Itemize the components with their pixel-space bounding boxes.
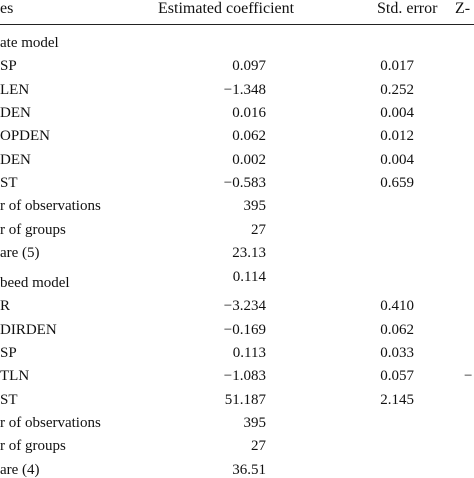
- coefficient-value: 36.51: [232, 461, 266, 478]
- stderr-value: 0.004: [380, 105, 414, 122]
- stderr-column-header: Std. error: [377, 0, 438, 17]
- table-header: [0, 0, 474, 26]
- row-label: SP: [0, 345, 17, 362]
- row-label: ST: [0, 175, 18, 192]
- row-label: OPDEN: [0, 128, 51, 145]
- stderr-value: 0.410: [380, 298, 414, 315]
- stderr-value: 2.145: [380, 391, 414, 408]
- stderr-value: 0.252: [380, 81, 414, 98]
- coefficient-value: 0.062: [232, 128, 266, 145]
- coefficient-value: 0.097: [232, 58, 266, 75]
- z-value: −: [464, 368, 473, 385]
- row-label: DEN: [0, 105, 31, 122]
- coefficient-value: 0.002: [232, 151, 266, 168]
- row-label: R: [0, 298, 11, 315]
- coefficient-value: −3.234: [223, 298, 266, 315]
- coefficient-value: 395: [243, 198, 266, 215]
- z-column-header: Z-: [455, 0, 471, 17]
- coefficient-value: −0.583: [223, 175, 266, 192]
- coefficient-column-header: Estimated coefficient: [158, 0, 295, 17]
- stderr-value: 0.033: [380, 345, 414, 362]
- stderr-value: 0.012: [380, 128, 414, 145]
- stderr-value: 0.004: [380, 151, 414, 168]
- row-label: TLN: [0, 368, 30, 385]
- row-label: r of groups: [0, 221, 66, 238]
- coefficient-value: 27: [251, 221, 266, 238]
- coefficient-value: 51.187: [224, 391, 266, 408]
- row-label: ST: [0, 391, 18, 408]
- coefficient-value: −1.348: [223, 81, 266, 98]
- row-label: r of groups: [0, 438, 66, 455]
- row-label: DEN: [0, 151, 31, 168]
- row-label: SP: [0, 58, 17, 75]
- coefficient-value: 0.113: [232, 345, 266, 362]
- row-label: DIRDEN: [0, 321, 57, 338]
- header-rule: [0, 24, 474, 25]
- coefficient-value: 395: [243, 415, 266, 432]
- stderr-value: 0.062: [380, 321, 414, 338]
- stderr-value: 0.659: [380, 175, 414, 192]
- stderr-value: 0.057: [380, 368, 414, 385]
- section-title: beed model: [0, 275, 70, 291]
- row-label: are (5): [0, 245, 40, 262]
- row-label: r of observations: [0, 198, 101, 215]
- section-title: ate model: [0, 35, 59, 51]
- coefficient-value: 0.016: [232, 105, 266, 122]
- coefficient-value: 23.13: [232, 245, 266, 262]
- stderr-value: 0.017: [380, 58, 414, 75]
- coefficient-value: 0.114: [232, 268, 266, 285]
- coefficient-value: −1.083: [223, 368, 266, 385]
- row-label: r of observations: [0, 415, 101, 432]
- variable-column-header: es: [0, 0, 14, 17]
- coefficient-value: −0.169: [223, 321, 266, 338]
- row-label: are (4): [0, 461, 40, 478]
- coefficient-value: 27: [251, 438, 266, 455]
- row-label: LEN: [0, 81, 30, 98]
